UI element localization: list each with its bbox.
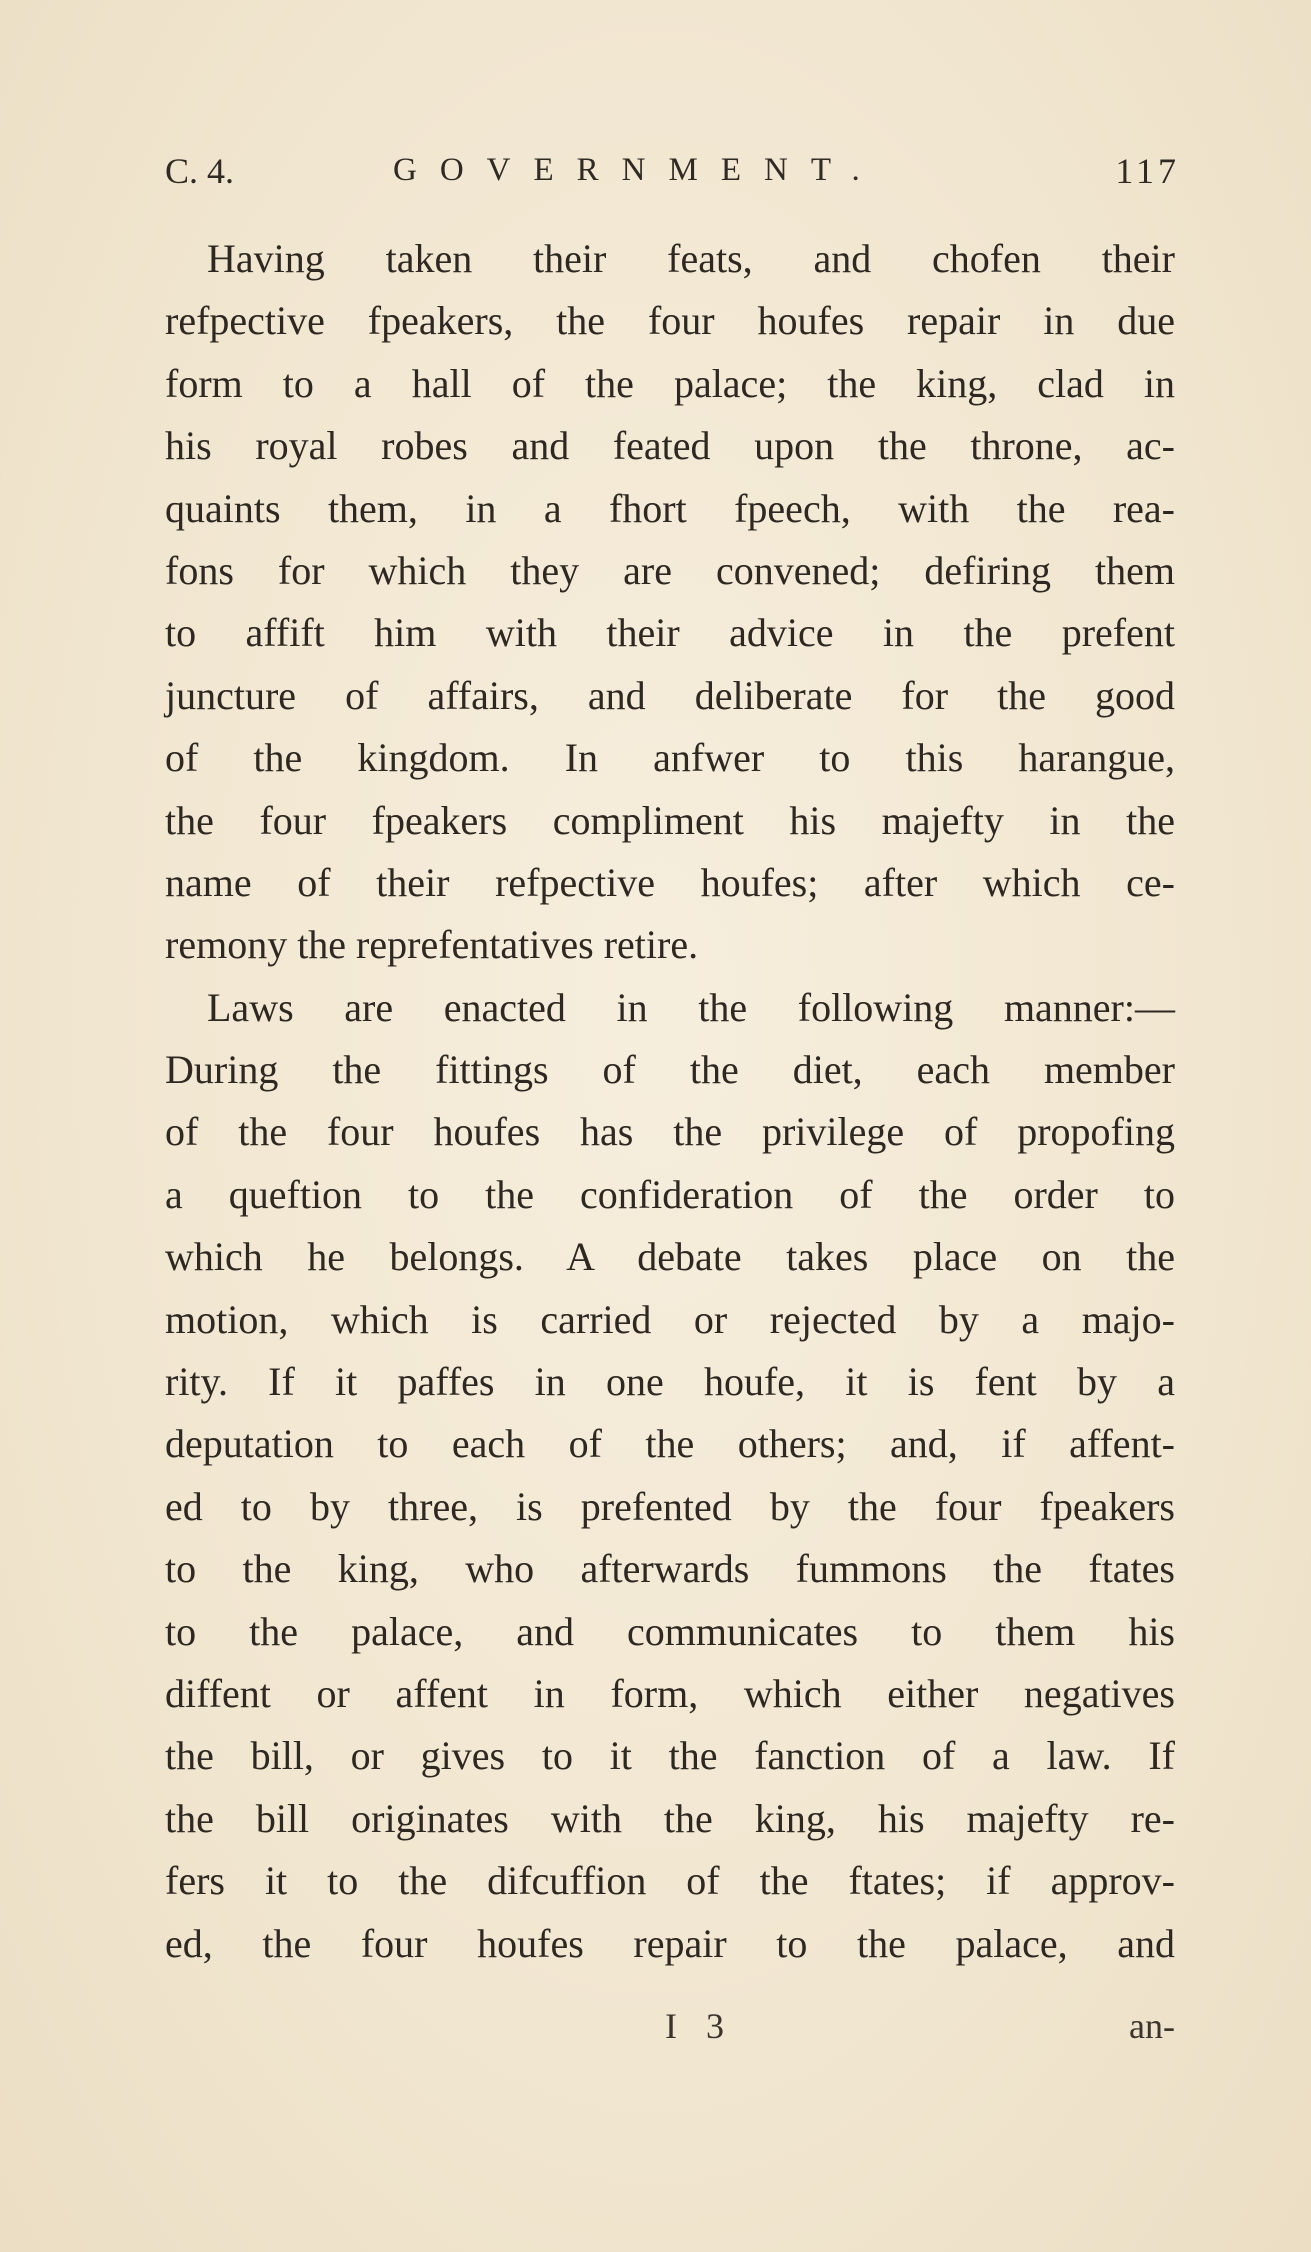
text-line: diffent or affent in form, which either negatives bbox=[165, 1670, 1175, 1716]
text-line: the bill, or gives to it the fanction of a law. If bbox=[165, 1733, 1175, 1779]
text-line: to the palace, and communicates to them his bbox=[165, 1608, 1175, 1654]
text-line: quaints them, in a fhort fpeech, with the rea- bbox=[165, 485, 1175, 531]
text-line: rity. If it paffes in one houfe, it is fent by a bbox=[165, 1359, 1175, 1405]
text-line: ed to by three, is prefented by the four fpeakers bbox=[165, 1483, 1175, 1529]
text-line: deputation to each of the others; and, if affent- bbox=[165, 1421, 1175, 1467]
text-line: the four fpeakers compliment his majefty in the bbox=[165, 797, 1175, 843]
text-line: juncture of affairs, and deliberate for the good bbox=[165, 672, 1175, 718]
page-number: 117 bbox=[1115, 151, 1180, 191]
text-line: motion, which is carried or rejected by a majo- bbox=[165, 1296, 1175, 1342]
running-title: GOVERNMENT. bbox=[393, 152, 883, 188]
text-line: his royal robes and feated upon the throne, ac- bbox=[165, 423, 1175, 469]
text-line: of the kingdom. In anfwer to this harangue, bbox=[165, 735, 1175, 781]
text-line: fons for which they are convened; defiring them bbox=[165, 547, 1175, 593]
text-line: Laws are enacted in the following manner:— bbox=[207, 984, 1175, 1030]
text-line: fers it to the difcuffion of the ftates; if approv- bbox=[165, 1858, 1175, 1904]
text-line: ed, the four houfes repair to the palace, and bbox=[165, 1920, 1175, 1966]
signature-mark: I 3 bbox=[665, 2006, 734, 2046]
catchword: an- bbox=[1129, 2006, 1175, 2046]
text-line: During the fittings of the diet, each member bbox=[165, 1047, 1175, 1093]
text-line: to the king, who afterwards fummons the ftates bbox=[165, 1546, 1175, 1592]
text-line: form to a hall of the palace; the king, clad in bbox=[165, 360, 1175, 406]
chapter-number: C. 4. bbox=[165, 151, 235, 191]
text-line: the bill originates with the king, his majefty re- bbox=[165, 1795, 1175, 1841]
text-line: remony the reprefentatives retire. bbox=[165, 922, 699, 968]
body-text bbox=[165, 228, 1175, 1975]
text-line: Having taken their feats, and chofen their bbox=[207, 236, 1175, 281]
text-line: refpective fpeakers, the four houfes repair in due bbox=[165, 298, 1175, 344]
text-line: name of their refpective houfes; after which ce- bbox=[165, 859, 1175, 905]
text-line: which he belongs. A debate takes place on the bbox=[165, 1234, 1175, 1280]
text-line: a queftion to the confideration of the order to bbox=[165, 1171, 1175, 1217]
page-footer bbox=[165, 2005, 1175, 2055]
text-line: of the four houfes has the privilege of propofing bbox=[165, 1109, 1175, 1155]
running-head bbox=[165, 150, 1180, 202]
text-line: to affift him with their advice in the prefent bbox=[165, 610, 1175, 656]
